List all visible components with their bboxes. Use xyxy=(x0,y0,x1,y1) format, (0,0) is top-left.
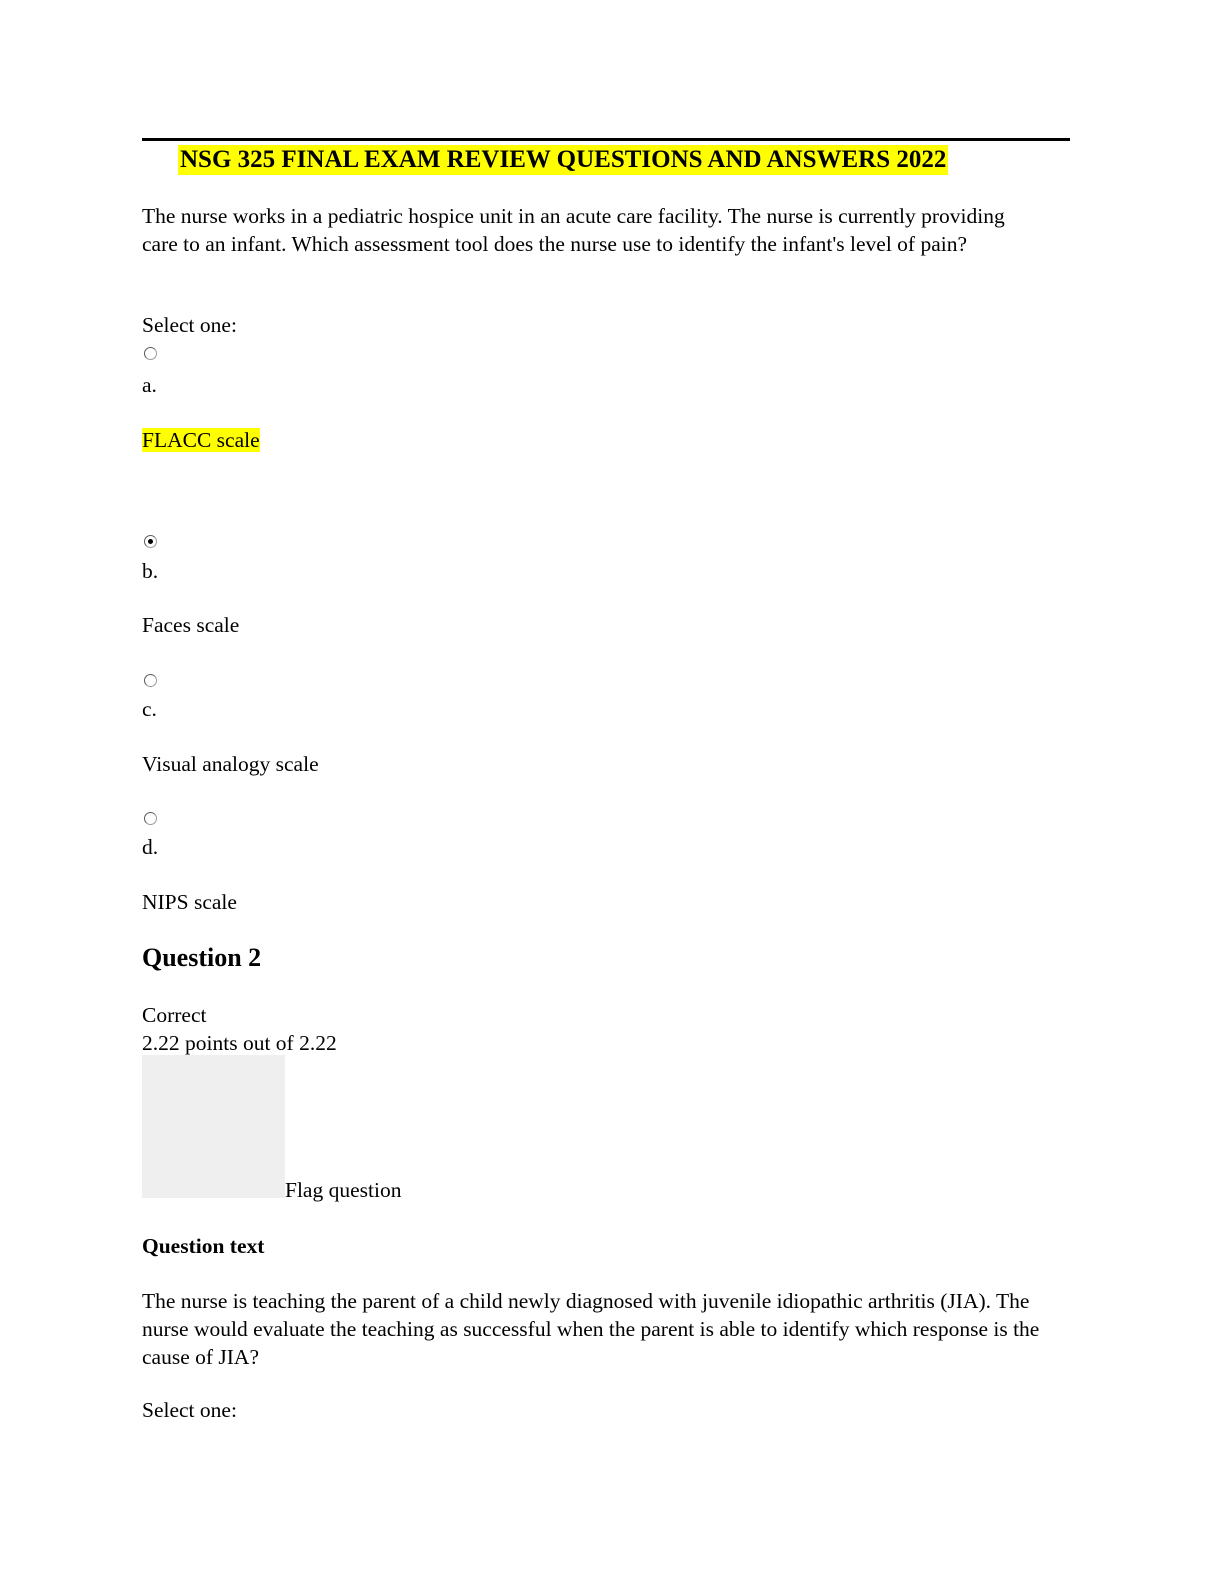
question1-select-label: Select one: xyxy=(142,313,237,337)
option-a-radio[interactable] xyxy=(144,347,157,360)
option-b-letter: b. xyxy=(142,559,159,583)
document-title: NSG 325 FINAL EXAM REVIEW QUESTIONS AND ANSWERS 2022 xyxy=(180,146,947,173)
option-d-text: NIPS scale xyxy=(142,890,237,914)
question2-text: The nurse is teaching the parent of a child newly diagnosed with juvenile idiopathic arthritis (JIA). The nurse would evaluate the teaching as successful when the parent is able to identify which response is the cause of JIA? xyxy=(142,1289,1040,1369)
option-c-letter: c. xyxy=(142,697,157,721)
option-a-highlight: FLACC scale xyxy=(142,428,260,452)
question1-text: The nurse works in a pediatric hospice unit in an acute care facility. The nurse is currently providing care to an infant. Which assessment tool does the nurse use to identify the infant's level of pain? xyxy=(142,204,1005,256)
title-rule xyxy=(142,138,1070,141)
question2-status: Correct xyxy=(142,1003,207,1027)
option-b-text: Faces scale xyxy=(142,613,240,637)
option-d-letter: d. xyxy=(142,835,159,859)
option-c-radio[interactable] xyxy=(144,674,157,687)
question2-text-heading: Question text xyxy=(142,1234,265,1258)
option-d-radio[interactable] xyxy=(144,812,157,825)
question2-points: 2.22 points out of 2.22 xyxy=(142,1031,337,1055)
option-b-radio[interactable] xyxy=(144,535,157,548)
question2-select-label: Select one: xyxy=(142,1398,237,1422)
flag-icon[interactable] xyxy=(142,1055,285,1198)
option-c-text: Visual analogy scale xyxy=(142,752,319,776)
option-a-text xyxy=(142,426,260,454)
question2-heading: Question 2 xyxy=(142,943,262,972)
option-a-letter: a. xyxy=(142,373,157,397)
flag-question-link[interactable]: Flag question xyxy=(285,1178,402,1202)
